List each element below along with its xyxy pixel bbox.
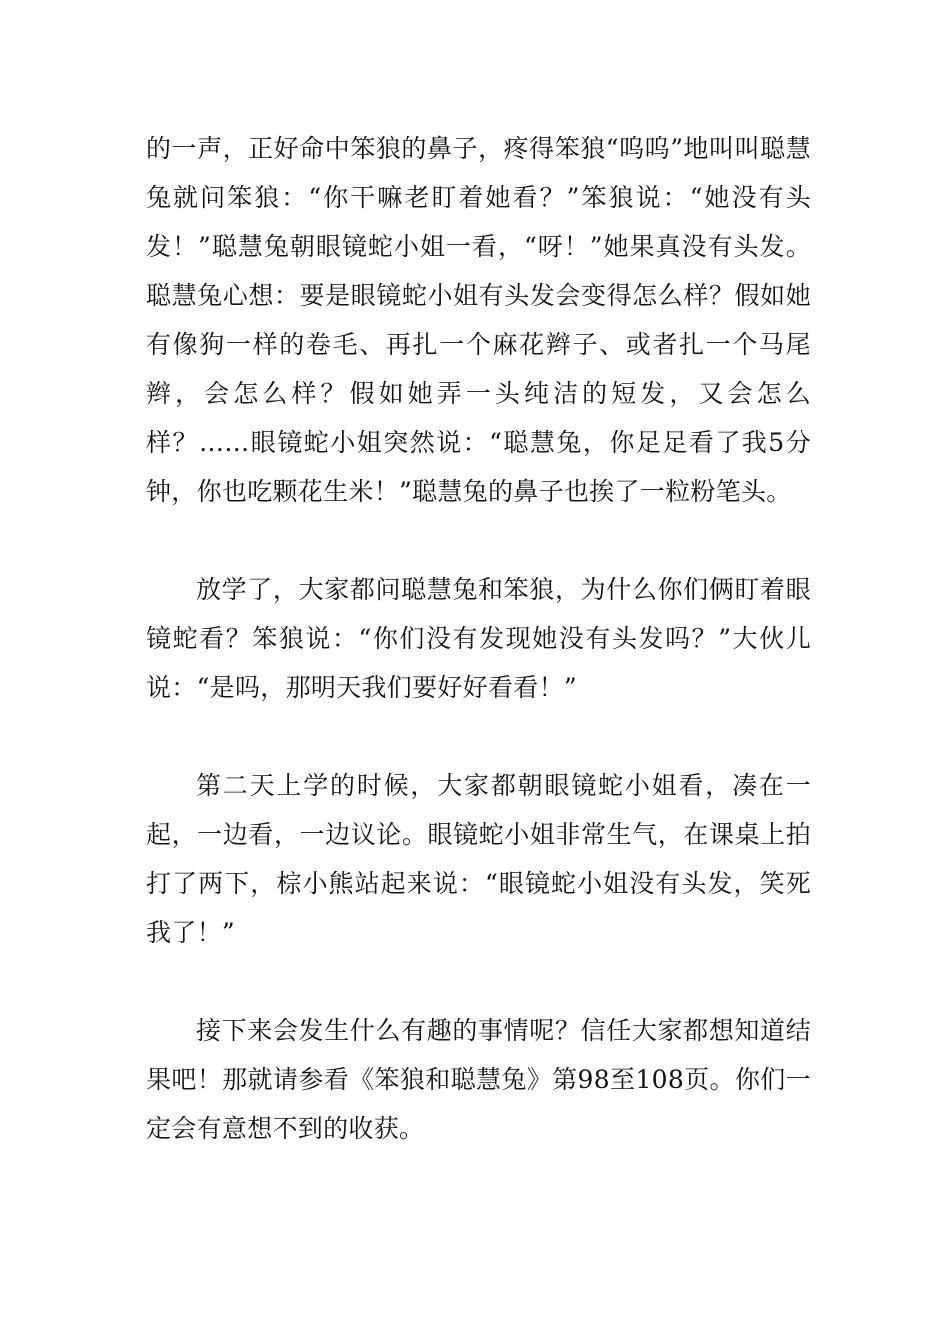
- paragraph-4: 接下来会发生什么有趣的事情呢？信任大家都想知道结果吧！那就请参看《笨狼和聪慧兔》第98至108页。你们一定会有意想不到的收获。: [146, 1016, 811, 1143]
- document-body: [146, 124, 811, 1153]
- paragraph-gap: [146, 957, 811, 1006]
- paragraph-gap: [146, 516, 811, 565]
- paragraph-2: 放学了，大家都问聪慧兔和笨狼，为什么你们俩盯着眼镜蛇看？笨狼说：“你们没有发现她没有头发吗？”大伙儿说：“是吗，那明天我们要好好看看！”: [146, 575, 811, 702]
- paragraph-gap: [146, 712, 811, 761]
- paragraph-3: 第二天上学的时候，大家都朝眼镜蛇小姐看，凑在一起，一边看，一边议论。眼镜蛇小姐非常生气，在课桌上拍打了两下，棕小熊站起来说：“眼镜蛇小姐没有头发，笑死我了！”: [146, 771, 811, 947]
- paragraph-1: 的一声，正好命中笨狼的鼻子，疼得笨狼“呜呜”地叫叫聪慧兔就问笨狼：“你干嘛老盯着她看？”笨狼说：“她没有头发！”聪慧兔朝眼镜蛇小姐一看，“呀！”她果真没有头发。聪慧兔心想：要是眼镜蛇小姐有头发会变得怎么样？假如她有像狗一样的卷毛、再扎一个麻花辫子、或者扎一个马尾辫，会怎么样？假如她弄一头纯洁的短发，又会怎么样？……眼镜蛇小姐突然说：“聪慧兔，你足足看了我5分钟，你也吃颗花生米！”聪慧兔的鼻子也挨了一粒粉笔头。: [146, 134, 811, 506]
